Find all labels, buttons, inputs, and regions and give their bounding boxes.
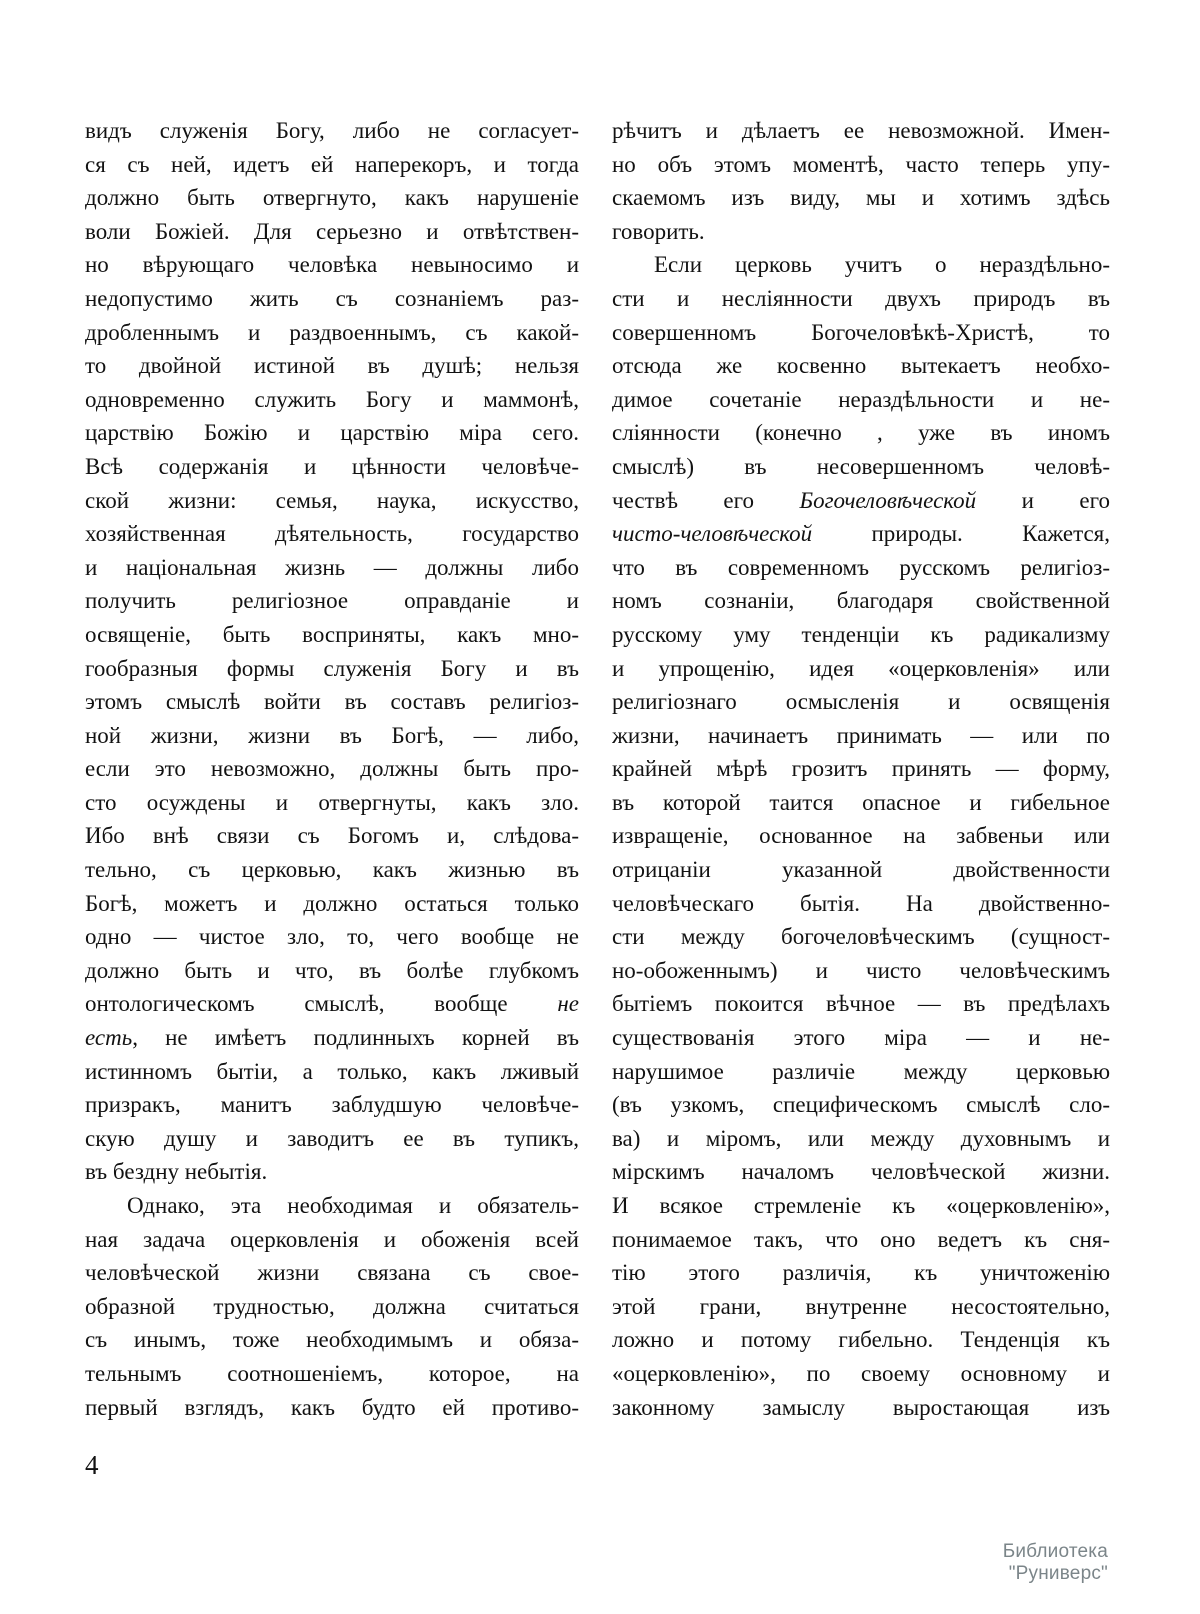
- text-line: сти и несліянности двухъ природъ въ: [612, 285, 1110, 311]
- text-line: ложно и потому гибельно. Тенденція къ: [612, 1327, 1110, 1353]
- text-line: одно — чистое зло, то, чего вообще не: [85, 924, 579, 950]
- text-line: мірскимъ началомъ человѣческой жизни.: [612, 1159, 1110, 1185]
- text-line: ной жизни, жизни въ Богѣ, — либо,: [85, 722, 579, 748]
- text-line: совершенномъ Богочеловѣкѣ-Христѣ, то: [612, 319, 1110, 345]
- text-line: призракъ, манитъ заблудшую человѣче-: [85, 1092, 579, 1118]
- text-line: тельнымъ соотношеніемъ, которое, на: [85, 1360, 579, 1386]
- text-line: ва) и міромъ, или между духовнымъ и: [612, 1125, 1110, 1151]
- text-line: должно быть отвергнуто, какъ нарушеніе: [85, 185, 579, 211]
- text-line: законному замыслу выростающая изъ: [612, 1394, 1110, 1420]
- page-number: 4: [85, 1450, 99, 1480]
- text-line: сти между богочеловѣческимъ (сущност-: [612, 924, 1110, 950]
- right-column: [612, 114, 1110, 1424]
- text-line: освященіе, быть восприняты, какъ мно-: [85, 621, 579, 647]
- text-line: дробленнымъ и раздвоеннымъ, съ какой-: [85, 319, 579, 345]
- text-line: что въ современномъ русскомъ религіоз-: [612, 554, 1110, 580]
- text-line: крайней мѣрѣ грозитъ принять — форму,: [612, 756, 1110, 782]
- text-line: чисто-человѣческой природы. Кажется,: [612, 521, 1110, 547]
- text-line: видъ служенія Богу, либо не согласует-: [85, 118, 579, 143]
- text-line: должно быть и что, въ болѣе глубкомъ: [85, 957, 579, 983]
- text-line: человѣческаго бытія. На двойственно-: [612, 890, 1110, 916]
- text-line: существованія этого міра — и не-: [612, 1025, 1110, 1051]
- text-line: сліянности (конечно , уже въ иномъ: [612, 420, 1110, 446]
- text-line: рѣчитъ и дѣлаетъ ее невозможной. Имен-: [612, 118, 1110, 143]
- text-line: извращеніе, основанное на забвеньи или: [612, 823, 1110, 849]
- text-line: чествѣ его Богочеловѣческой и его: [612, 487, 1110, 513]
- text-line: но вѣрующаго человѣка невыносимо и: [85, 252, 579, 278]
- text-line: но объ этомъ моментѣ, часто теперь упу-: [612, 151, 1110, 177]
- text-line: съ инымъ, тоже необходимымъ и обяза-: [85, 1327, 579, 1353]
- text-line: жизни, начинаетъ принимать — или по: [612, 722, 1110, 748]
- text-line: отрицаніи указанной двойственности: [612, 857, 1110, 883]
- text-line: отсюда же косвенно вытекаетъ необхо-: [612, 353, 1110, 379]
- text-line: религіознаго осмысленія и освященія: [612, 689, 1110, 715]
- text-line: Однако, эта необходимая и обязатель-: [127, 1193, 579, 1218]
- text-line: «оцерковленію», по своему основному и: [612, 1360, 1110, 1386]
- text-line: говорить.: [612, 218, 705, 244]
- text-line: и національная жизнь — должны либо: [85, 554, 579, 580]
- text-line: но-обоженнымъ) и чисто человѣческимъ: [612, 957, 1110, 983]
- text-line: димое сочетаніе нераздѣльности и не-: [612, 386, 1110, 412]
- text-line: тію этого различія, къ уничтоженію: [612, 1260, 1110, 1286]
- text-line: одновременно служить Богу и маммонѣ,: [85, 386, 579, 412]
- text-line: понимаемое такъ, что оно ведетъ къ сня-: [612, 1226, 1110, 1252]
- text-line: ся съ ней, идетъ ей наперекоръ, и тогда: [85, 151, 579, 177]
- text-line: ная задача оцерковленія и обоженія всей: [85, 1226, 579, 1252]
- text-line: смыслѣ) въ несовершенномъ человѣ-: [612, 453, 1110, 479]
- left-column: [85, 114, 579, 1424]
- text-line: (въ узкомъ, специфическомъ смыслѣ сло-: [612, 1092, 1110, 1118]
- text-line: И всякое стремленіе къ «оцерковленію»,: [612, 1193, 1110, 1218]
- text-line: гообразныя формы служенія Богу и въ: [85, 655, 579, 681]
- text-line: человѣческой жизни связана съ свое-: [85, 1260, 579, 1286]
- text-line: Богѣ, можетъ и должно остаться только: [85, 890, 579, 916]
- text-line: скаемомъ изъ виду, мы и хотимъ здѣсь: [612, 185, 1110, 211]
- text-line: первый взглядъ, какъ будто ей противо-: [85, 1394, 579, 1420]
- text-line: тельно, съ церковью, какъ жизнью въ: [85, 857, 579, 883]
- text-line: въ бездну небытія.: [85, 1159, 268, 1185]
- text-line: истинномъ бытіи, а только, какъ лживый: [85, 1058, 579, 1084]
- text-line: получить религіозное оправданіе и: [85, 588, 579, 614]
- text-line: бытіемъ покоится вѣчное — въ предѣлахъ: [612, 991, 1110, 1017]
- text-line: Всѣ содержанія и цѣнности человѣче-: [85, 453, 579, 479]
- text-line: воли Божіей. Для серьезно и отвѣтствен-: [85, 218, 579, 244]
- text-line: русскому уму тенденціи къ радикализму: [612, 621, 1110, 647]
- text-line: ской жизни: семья, наука, искусство,: [85, 487, 579, 513]
- text-line: Ибо внѣ связи съ Богомъ и, слѣдова-: [85, 823, 579, 849]
- text-line: хозяйственная дѣятельность, государство: [85, 521, 579, 547]
- text-line: то двойной истиной въ душѣ; нельзя: [85, 353, 579, 379]
- text-line: сто осуждены и отвергнуты, какъ зло.: [85, 789, 579, 815]
- text-line: этомъ смыслѣ войти въ составъ религіоз-: [85, 689, 579, 715]
- text-line: есть, не имѣетъ подлинныхъ корней въ: [85, 1025, 579, 1051]
- text-line: Если церковь учитъ о нераздѣльно-: [654, 252, 1110, 278]
- text-line: если это невозможно, должны быть про-: [85, 756, 579, 782]
- text-line: нарушимое различіе между церковью: [612, 1058, 1110, 1084]
- text-line: недопустимо жить съ сознаніемъ раз-: [85, 285, 579, 311]
- text-line: номъ сознаніи, благодаря свойственной: [612, 588, 1110, 614]
- text-line: скую душу и заводитъ ее въ тупикъ,: [85, 1125, 579, 1151]
- text-line: и упрощенію, идея «оцерковленія» или: [612, 655, 1110, 681]
- text-line: царствію Божію и царствію міра сего.: [85, 420, 579, 446]
- text-line: онтологическомъ смыслѣ, вообще не: [85, 991, 579, 1017]
- text-line: образной трудностью, должна считаться: [85, 1293, 579, 1319]
- library-watermark: Библиотека "Руниверс": [1002, 1541, 1108, 1584]
- text-line: въ которой таится опасное и гибельное: [612, 789, 1110, 815]
- text-line: этой грани, внутренне несостоятельно,: [612, 1293, 1110, 1319]
